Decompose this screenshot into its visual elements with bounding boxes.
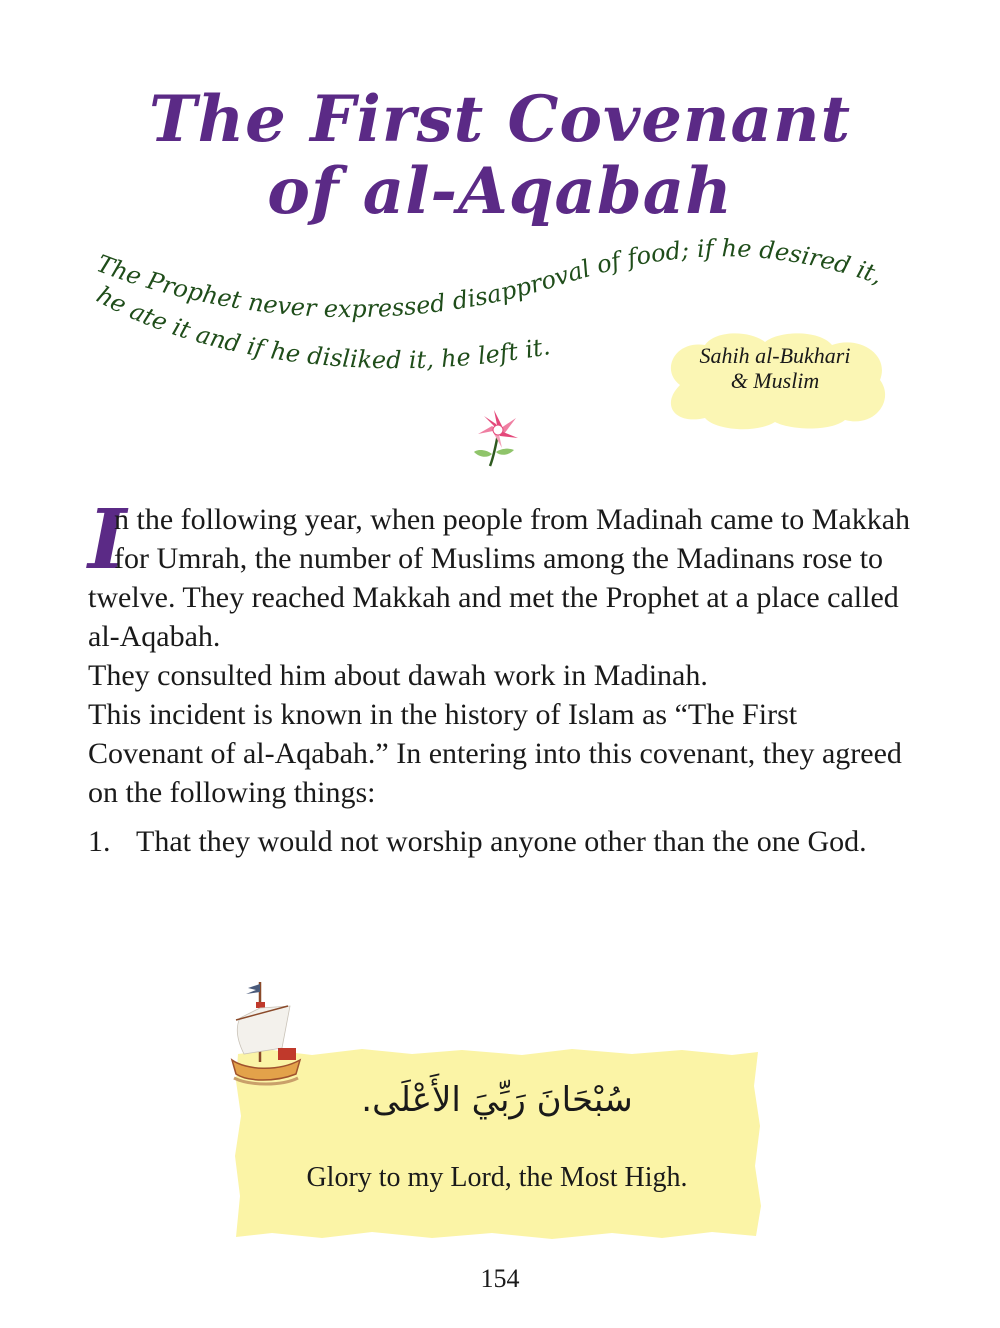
prayer-box-background xyxy=(232,1046,762,1241)
hadith-source xyxy=(660,343,890,393)
flower-icon xyxy=(470,408,526,472)
list-item xyxy=(88,822,918,861)
hadith-line-2: he ate it and if he disliked it, he left it. xyxy=(91,280,553,375)
prayer-translation: Glory to my Lord, the Most High. xyxy=(306,1162,688,1193)
list-number: 1. xyxy=(88,825,111,858)
hadith-quote xyxy=(0,0,1000,460)
source-line-2: & Muslim xyxy=(730,368,820,393)
page-number: 154 xyxy=(480,1264,520,1293)
source-line-1: Sahih al-Bukhari xyxy=(699,343,851,368)
page-title-line-2: of al-Aqabah xyxy=(267,154,733,229)
ship-icon xyxy=(226,978,306,1088)
paragraph-1 xyxy=(88,492,918,656)
page-title-line-1: The First Covenant xyxy=(148,82,852,157)
prayer-arabic: سُبْحَانَ رَبِّيَ الأَعْلَى. xyxy=(361,1080,633,1120)
paragraph-2: They consulted him about dawah work in Madinah. xyxy=(88,659,708,692)
paragraph-1-text: n the following year, when people from Madinah came to Makkah for Umrah, the number of Muslims among the Madinans rose to twelve. They reached Makkah and met the Prophet at a place called al-Aqabah. xyxy=(88,503,911,653)
hadith-line-1: The Prophet never expressed disapproval of food; if he desired it, xyxy=(92,234,886,324)
drop-cap: I xyxy=(88,492,127,588)
body-text xyxy=(88,492,918,861)
paragraph-3: This incident is known in the history of Islam as “The First Covenant of al-Aqabah.” In entering into this covenant, they agreed on the following things: xyxy=(88,698,902,809)
list-text: That they would not worship anyone other than the one God. xyxy=(136,825,867,858)
